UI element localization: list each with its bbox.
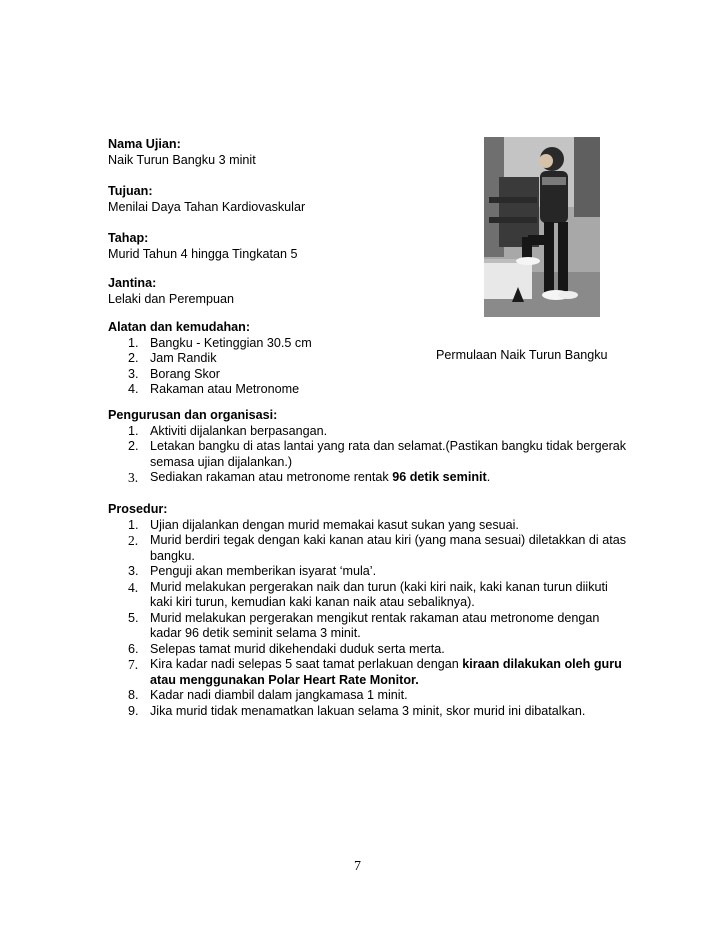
jantina-value: Lelaki dan Perempuan [108, 291, 235, 306]
alatan-list [108, 336, 408, 398]
tahap-label: Tahap: [108, 231, 149, 245]
list-item [108, 382, 408, 398]
prosedur-label: Prosedur: [108, 502, 168, 516]
tahap-value: Murid Tahun 4 hingga Tingkatan 5 [108, 246, 298, 261]
pengurusan-list [108, 424, 628, 486]
jantina-section [108, 276, 234, 307]
alatan-section [108, 320, 408, 398]
page-number: 7 [354, 859, 361, 874]
list-item [108, 424, 628, 440]
list-text: Murid melakukan pergerakan mengikut rentak rakaman atau metronome dengan kadar 96 detik seminit selama 3 minit. [150, 610, 600, 640]
nama-ujian-label: Nama Ujian: [108, 137, 181, 151]
list-text: Aktiviti dijalankan berpasangan. [150, 423, 328, 438]
alatan-label: Alatan dan kemudahan: [108, 320, 251, 334]
list-item [108, 367, 408, 383]
pengurusan-label: Pengurusan dan organisasi: [108, 408, 278, 422]
list-number: 1. [128, 335, 139, 350]
list-text: Bangku - Ketinggian 30.5 cm [150, 335, 312, 350]
list-text: Murid berdiri tegak dengan kaki kanan atau kiri (yang mana sesuai) diletakkan di atas bangku. [150, 533, 627, 563]
list-item [108, 642, 628, 658]
tahap-section [108, 231, 298, 262]
list-text-bold: kiraan dilakukan oleh guru atau menggunakan Polar Heart Rate Monitor. [150, 657, 622, 687]
list-text: Kira kadar nadi selepas 5 saat tamat perlakuan dengan [150, 657, 463, 671]
list-item [108, 688, 628, 704]
list-number: 4. [128, 579, 139, 595]
list-number: 6. [128, 641, 139, 656]
photo-step-test [484, 137, 600, 317]
list-item [108, 470, 628, 486]
list-text: Ujian dijalankan dengan murid memakai kasut sukan yang sesuai. [150, 517, 519, 532]
list-number: 2. [128, 351, 139, 365]
list-number: 1. [128, 423, 139, 438]
photo-caption: Permulaan Naik Turun Bangku [436, 348, 608, 362]
list-number: 3. [128, 366, 139, 381]
nama-ujian-value: Naik Turun Bangku 3 minit [108, 152, 256, 167]
list-item [108, 439, 628, 470]
list-number: 3. [128, 564, 139, 578]
tujuan-label: Tujuan: [108, 184, 153, 198]
list-item [108, 351, 408, 367]
jantina-label: Jantina: [108, 276, 157, 290]
list-item [108, 564, 628, 580]
list-item [108, 704, 628, 720]
list-text: Letakan bangku di atas lantai yang rata dan selamat.(Pastikan bangku tidak bergerak semasa ujian dijalankan.) [150, 439, 627, 469]
list-text: Kadar nadi diambil dalam jangkamasa 1 minit. [150, 688, 408, 702]
prosedur-section [108, 502, 628, 719]
list-text: Murid melakukan pergerakan naik dan turun (kaki kiri naik, kaki kanan turun diikuti kaki kiri turun, kemudian kaki kanan naik atau sebaliknya). [150, 579, 608, 609]
list-number: 4. [128, 382, 139, 396]
list-text: Borang Skor [150, 366, 221, 381]
list-text: Jika murid tidak menamatkan lakuan selama 3 minit, skor murid ini dibatalkan. [150, 703, 586, 718]
pengurusan-section [108, 408, 628, 486]
list-item [108, 518, 628, 534]
list-number: 2. [128, 439, 139, 453]
student-step-photo [484, 137, 600, 317]
list-text-bold: 96 detik seminit [392, 470, 487, 484]
prosedur-list [108, 518, 628, 720]
list-number: 9. [128, 703, 139, 718]
list-item [108, 533, 628, 564]
list-number: 8. [128, 688, 139, 702]
list-item [108, 657, 628, 688]
list-number: 1. [128, 517, 139, 532]
list-text: Rakaman atau Metronome [150, 382, 300, 396]
list-text: Penguji akan memberikan isyarat ‘mula’. [150, 564, 377, 578]
tujuan-value: Menilai Daya Tahan Kardiovaskular [108, 199, 306, 214]
list-number: 7. [128, 657, 139, 672]
list-text: Jam Randik [150, 351, 217, 365]
list-number: 2. [128, 533, 139, 548]
list-text-end: . [486, 470, 491, 484]
nama-ujian-section [108, 137, 256, 168]
list-text: Selepas tamat murid dikehendaki duduk serta merta. [150, 641, 445, 656]
list-number: 5. [128, 610, 139, 625]
list-item [108, 611, 628, 642]
list-item [108, 336, 408, 352]
list-item [108, 580, 628, 611]
list-number: 3. [128, 470, 139, 485]
list-text: Sediakan rakaman atau metronome rentak [150, 470, 393, 484]
tujuan-section [108, 184, 305, 215]
